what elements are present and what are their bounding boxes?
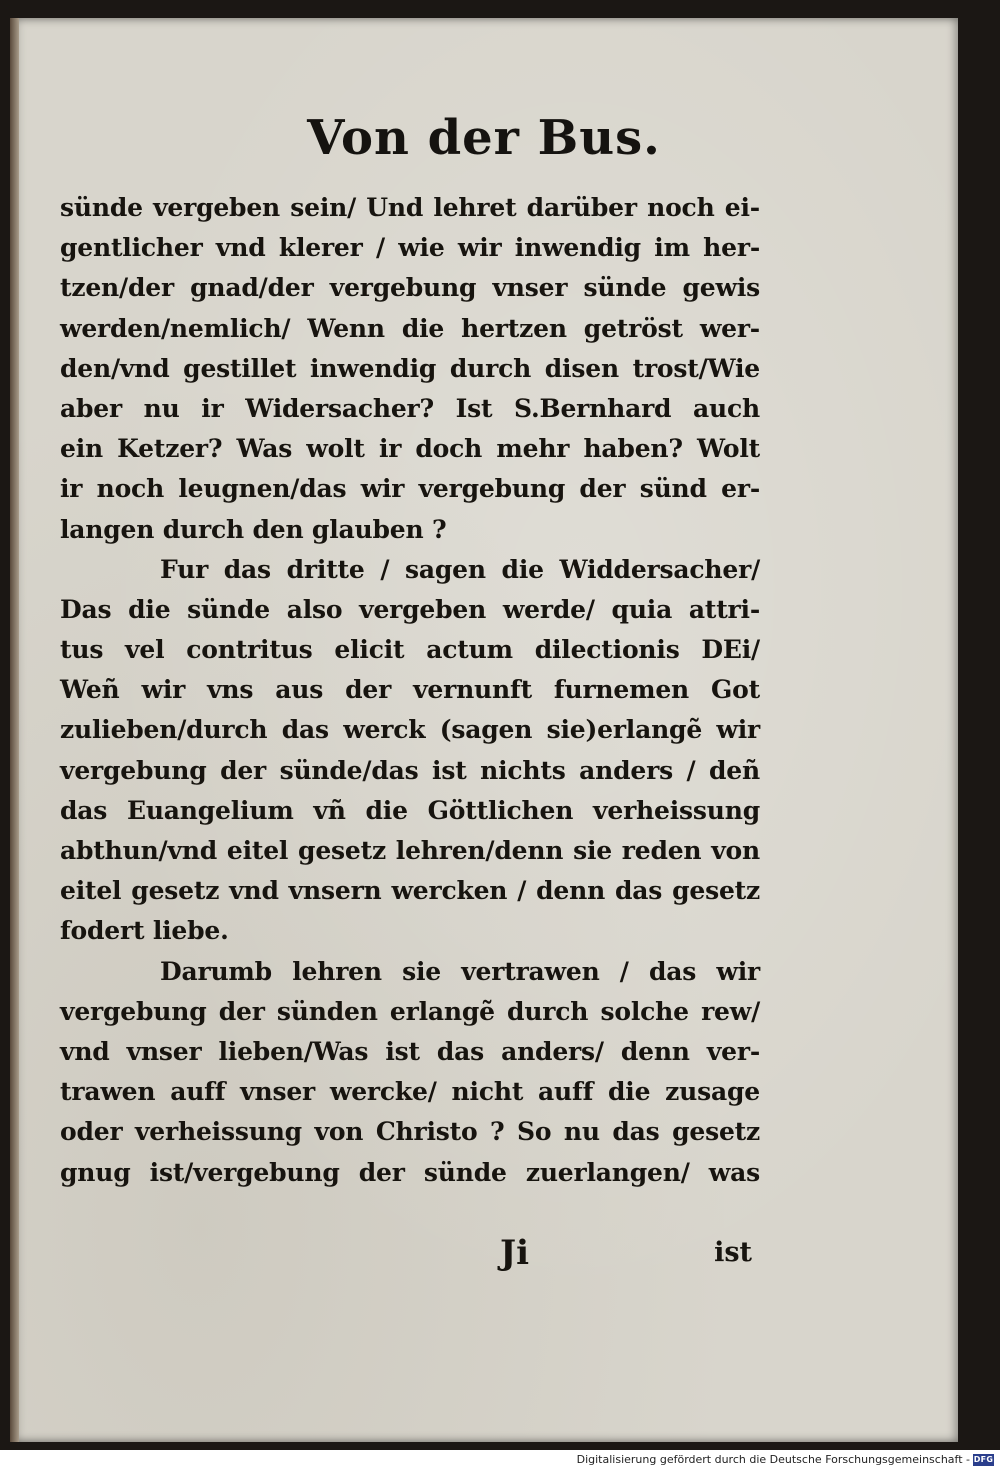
text-line: tus vel contritus elicit actum dilectionis DEi/ [60, 635, 760, 665]
page-foot [60, 1233, 760, 1279]
text-line: den/vnd gestillet inwendig durch disen trost/Wie [60, 353, 760, 383]
text-line: trawen auff vnser wercke/ nicht auff die zusage [60, 1077, 760, 1107]
text-line: werden/nemlich/ Wenn die hertzen getröst wer- [60, 313, 760, 343]
text-line: gentlicher vnd klerer / wie wir inwendig im her- [60, 233, 760, 263]
text-line: langen durch den glauben ? [60, 514, 447, 544]
text-line: ein Ketzer? Was wolt ir doch mehr haben? Wolt [60, 434, 760, 464]
text-line: oder verheissung von Christo ? So nu das gesetz [60, 1117, 760, 1147]
text-line: zulieben/durch das werck (sagen sie)erlangẽ wir [60, 715, 760, 745]
dfg-logo-icon: DFG [973, 1455, 994, 1464]
text-line: vergebung der sünde/das ist nichts anders / deñ [60, 755, 760, 785]
running-header: Von der Bus. [307, 110, 661, 166]
text-line: abthun/vnd eitel gesetz lehren/denn sie reden von [60, 836, 760, 865]
signature-mark: Ji [500, 1233, 530, 1273]
paragraph-start-line: Darumb lehren sie vertrawen / das wir [160, 956, 760, 986]
credit-text: Digitalisierung gefördert durch die Deutsche Forschungsgemeinschaft - [576, 1453, 970, 1466]
text-line: fodert liebe. [60, 916, 229, 946]
digitization-credit-bar [0, 1450, 1000, 1470]
text-line: eitel gesetz vnd vnsern wercken / denn das gesetz [60, 876, 760, 906]
text-line: vergebung der sünden erlangẽ durch solche rew/ [60, 996, 760, 1026]
text-line: Das die sünde also vergeben werde/ quia attri- [60, 594, 760, 624]
catchword: ist [714, 1237, 752, 1268]
text-line: sünde vergeben sein/ Und lehret darüber noch ei- [60, 193, 760, 222]
page-gutter-edge [10, 18, 19, 1442]
paragraph-start-line: Fur das dritte / sagen die Widdersacher/ [160, 554, 760, 584]
text-line: das Euangelium vñ die Göttlichen verheissung [60, 795, 760, 825]
text-line: aber nu ir Widersacher? Ist S.Bernhard auch [60, 393, 760, 423]
text-line: vnd vnser lieben/Was ist das anders/ denn ver- [60, 1036, 760, 1066]
text-line: gnug ist/vergebung der sünde zuerlangen/ was [60, 1157, 760, 1187]
text-line: tzen/der gnad/der vergebung vnser sünde gewis [60, 273, 760, 303]
book-page [10, 18, 958, 1442]
text-line: Weñ wir vns aus der vernunft furnemen Got [60, 675, 760, 705]
text-line: ir noch leugnen/das wir vergebung der sünd er- [60, 474, 760, 504]
body-text [60, 188, 760, 1193]
